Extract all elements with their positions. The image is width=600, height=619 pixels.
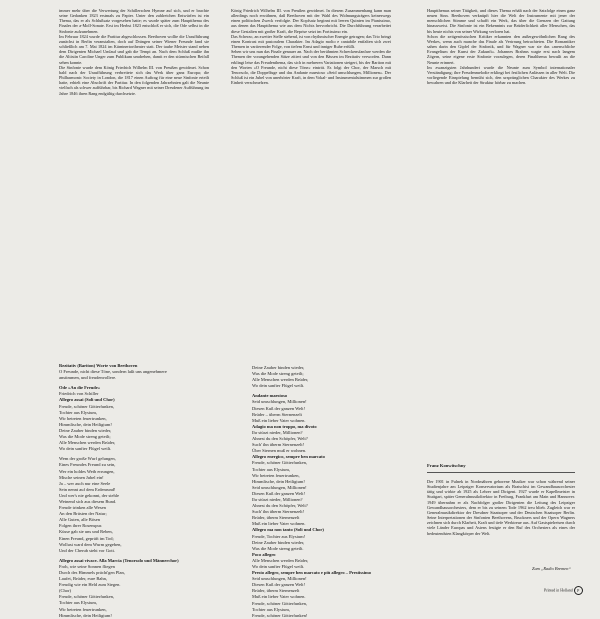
lyrics-line: Freude trinken alle Wesen (59, 505, 106, 511)
lyrics-line: Wo dein sanfter Flügel weilt. (252, 383, 305, 389)
article-paragraph: Das Scherzo, an zweiter Stelle stehend, ist von rhythmischer Energie getragen; das Trio bringt einen Kontrast mit pastoralem Charakter. Im Adagio molto e cantabile entfalten sich zwei Themen in variierender Folge, von tiefem Ernst und inniger Ruhe erfüllt. (231, 33, 391, 50)
lyrics-line: Muß ein lieber Vater wohnen. (252, 521, 306, 527)
article-column-1 (59, 8, 209, 253)
bio-text-column (427, 479, 575, 565)
lyrics-line: Wir betreten feuertrunken, (59, 606, 107, 612)
lyrics-line: Ja – wer auch nur eine Seele (59, 480, 111, 486)
lyrics-line: Brüder, überm Sternenzelt (252, 515, 300, 521)
lyrics-line: Mische seinen Jubel ein! (59, 474, 104, 480)
lyrics-line: Muß ein lieber Vater wohnen. (252, 417, 306, 423)
lyrics-line: Durch des Himmels prächt'gen Plan, (59, 570, 125, 575)
lyrics-heading: Rezitativ (Bariton) Worte von Beethoven (59, 363, 138, 368)
lyrics-line: Wer ein holdes Weib errungen, (59, 468, 115, 474)
lyrics-line: An den Brüsten der Natur; (59, 511, 107, 517)
lyrics-line: Freude, schöner Götterfunken, (252, 460, 307, 466)
lyrics-line: Diesen Kuß der ganzen Welt! (252, 405, 306, 411)
lyrics-line: Über Sternen muß er wohnen. (252, 448, 307, 454)
footer (544, 586, 583, 595)
lyrics-line: Tochter aus Elysium, (252, 466, 291, 472)
lyrics-line: O Freunde, nicht diese Töne, sondern laßt uns angenehmere (59, 369, 167, 375)
lyrics-line: Weinend sich aus diesem Bund. (59, 498, 117, 504)
lyrics-line: Seid umschlungen, Millionen! (252, 399, 307, 405)
lyrics-line: Freudig wie ein Held zum Siegen. (59, 582, 121, 588)
lyrics-line: Was die Mode streng geteilt; (252, 371, 304, 377)
article-paragraph: Hauptthemas seiner Tätigkeit, und dieses Thema erhält nach der Satzfolge einen ganz neuen Sinn. Beethoven verknüpft hier die Welt der Instrumente mit jener der menschlichen Stimme und schafft ein Werk, das über die Grenzen der Gattung hinausweist. Die Sinfonie ist ein Bekenntnis zur Brüderlichkeit aller Menschen, das bis heute nichts von seiner Wirkung verloren hat. (427, 8, 575, 34)
lyrics-line: Muß ein lieber Vater wohnen. (252, 594, 306, 600)
lyrics-line: anstimmen, und freudenvollere. (59, 375, 117, 381)
lyrics-line: Seid umschlungen, Millionen! (252, 576, 307, 582)
lyrics-line: (Chor) (59, 588, 71, 594)
lyrics-line: Sein nennt auf dem Erdenrund! (59, 486, 116, 492)
article-paragraph: König Friedrich Wilhelm III. von Preußen gewidmet. In diesem Zusammenhang kann man allerdings noch erwähnen, daß Beethoven mit der Wahl des Widmungsträgers keineswegs einen politischen Zweck verfolgte. Der Kopfsatz beginnt mit leeren Quinten im Pianissimo, aus denen das Hauptthema wie aus dem Nichts hervorbricht. Die Durchführung verarbeitet diese Gestalten mit großer Kraft, die Reprise setzt im Fortissimo ein. (231, 8, 391, 34)
lyrics-heading: Andante maestoso (252, 393, 288, 399)
bio-signature: Zum „Radio Bremen“ (532, 566, 571, 571)
lyrics-line: Alle Menschen werden Brüder, (252, 557, 309, 563)
lyrics-line: Friedrich von Schiller (59, 391, 99, 397)
lyrics-line: Brüder – überm Sternenzelt (252, 411, 302, 417)
lyrics-line: Wo dein sanfter Flügel weilt. (59, 446, 112, 452)
lyrics-column-left (59, 363, 209, 618)
article-paragraph: Sehen wir uns nun das Finale genauer an. Nach der berühmten Schreckensfanfare werden die Themen der vorangehenden Sätze zitiert und von den Bässen im Rezitativ verworfen. Dann erklingt leise das Freudenthema, das sich in mehreren Variationen steigert, bis der Bariton mit den Worten »O Freunde, nicht diese Töne« eintritt. Es folgt der Chor, der Marsch mit Tenorsolo, die Doppelfuge und das Andante maestoso »Seid umschlungen, Millionen«. Der Schluß ist ein Jubel von unerhörter Kraft, in dem Vokal- und Instrumentalstimmen zur großen Einheit verschmelzen. (231, 49, 391, 86)
lyrics-column-right (252, 365, 392, 618)
lyrics-line: Freude, schöner Götterfunken, (252, 600, 307, 606)
article-column-2 (231, 8, 391, 298)
lyrics-line: Wir betreten feuertrunken, (59, 415, 107, 421)
article-paragraph: Im Februar 1824 wurde die Partitur abgeschlossen. Beethoven wollte die Uraufführung zunächst in Berlin veranstalten, doch auf Drängen seiner Wiener Freunde fand sie schließlich am 7. Mai 1824 im Kärntnertortheater statt. Der taube Meister stand neben dem Dirigenten Michael Umlauf und gab die Tempi an. Nach dem Schluß mußte ihn die Altistin Caroline Unger zum Publikum umdrehen, damit er den stürmischen Beifall sehen konnte. (59, 33, 209, 65)
lyrics-heading: Presto allegro, sempre ben marcato e più allegro – Prestissimo (252, 570, 371, 576)
lyrics-heading: Ode »An die Freude« (59, 385, 101, 391)
lyrics-heading: Allegro assai vivace. Alla Marcia (Tenorsolo und Männerchor) (59, 557, 179, 563)
lyrics-line: Küsse gab sie uns und Reben, (59, 529, 113, 535)
lyrics-line: Tochter aus Elysium, (59, 600, 98, 606)
lyrics-heading: Adagio ma non troppo, ma divoto (252, 423, 317, 429)
lyrics-line: Was die Mode streng geteilt. (252, 545, 304, 551)
lyrics-line: Tochter aus Elysium, (59, 409, 98, 415)
lyrics-line: Freude, schöner Götterfunken, (59, 594, 114, 600)
article-paragraph: Im zwanzigsten Jahrhundert wurde die Neunte zum Symbol internationaler Verständigung; ihre Freudenmelodie erklingt bei festlichen Anlässen in aller Welt. Die vorliegende Einspielung bemüht sich, den ursprünglichen Charakter des Werkes zu bewahren und die Klarheit der Struktur hörbar zu machen. (427, 64, 575, 86)
lyrics-heading: Allegro assai (Soli und Chor) (59, 397, 115, 403)
lyrics-line: Such' ihn überm Sternenzelt! (252, 509, 305, 515)
lyrics-line: Tochter aus Elysium, (252, 606, 291, 612)
bio-title: Franz Konwitschny (427, 463, 466, 468)
lyrics-line: Ahnest du den Schöpfer, Welt? (252, 436, 308, 442)
lyrics-line: Was die Mode streng geteilt; (59, 434, 111, 440)
lyrics-line: Alle Menschen werden Brüder, (252, 377, 309, 383)
lyrics-line: Alle Guten, alle Bösen (59, 517, 100, 523)
lyrics-line: Seid umschlungen, Millionen! (252, 484, 307, 490)
lyrics-line: Wollust ward dem Wurm gegeben, (59, 541, 122, 547)
lyrics-line: Wir betreten feuertrunken, (252, 472, 300, 478)
lyrics-line: Laufet, Brüder, eure Bahn, (59, 576, 108, 582)
lyrics-line: Himmlische, dein Heiligtum! (59, 421, 112, 427)
lyrics-line: Deine Zauber binden wieder, (252, 539, 305, 545)
lyrics-heading: Allegro ma non tanto (Soli und Chor) (252, 527, 324, 533)
lyrics-line: Und wer's nie gekonnt, der stehle (59, 492, 120, 498)
lyrics-line: Und der Cherub steht vor Gott. (59, 547, 115, 553)
article-paragraph: Die Sinfonie wurde dem König Friedrich Wilhelm III. von Preußen gewidmet. Schon bald nach der Uraufführung verbreitete sich das Werk über ganz Europa; die Philharmonic Society in London, die 1817 einen Auftrag für eine neue Sinfonie erteilt hatte, erhielt eine Abschrift der Partitur. In den folgenden Jahrzehnten galt die Neunte vielfach als schwer aufführbar, bis Richard Wagner mit seiner Dresdener Aufführung im Jahre 1846 ihren Rang endgültig durchsetzte. (59, 64, 209, 96)
article-paragraph: Schon die zeitgenössischen Kritiker erkannten den außergewöhnlichen Rang des Werkes, wenn auch manche das Finale als Verirrung betrachteten. Die Romantiker sahen darin den Gipfel der Sinfonik, und für Wagner war sie das »menschliche Evangelium der Kunst der Zukunft«. Johannes Brahms wagte erst nach langem Zögern, seine eigene erste Sinfonie vorzulegen, deren Finalthema bewußt an die Neunte erinnert. (427, 33, 575, 65)
lyrics-heading: Allegro energico, sempre ben marcato (252, 454, 325, 460)
article-column-3 (427, 8, 575, 258)
lyrics-line: Such' ihn überm Sternenzelt! (252, 442, 305, 448)
lyrics-line: Himmlische, dein Heiligtum! (59, 612, 112, 618)
lyrics-line: Freude, Tochter aus Elysium! (252, 533, 306, 539)
lyrics-line: Folgen ihrer Rosenspur. (59, 523, 103, 529)
lyrics-line: Deine Zauber binden wieder, (59, 427, 112, 433)
lyrics-line: Deine Zauber binden wieder, (252, 365, 305, 370)
lyrics-line: Ihr stürzt nieder, Millionen? (252, 429, 303, 435)
lyrics-line: Alle Menschen werden Brüder, (59, 440, 116, 446)
article-paragraph: immer mehr über die Verwertung der Schillerschen Hymne auf sich, und er brachte seine Gedanken 1823 erstmals zu Papier. Unter den zahlreichen Entwürfen ist ein Thema, das er als Schlußsatz vorgesehen hatte; es wurde später zum Hauptthema des Finales der a-Moll-Sonate. Erst im Herbst 1823 entschloß er sich, die Ode selbst in die Sinfonie aufzunehmen. (59, 8, 209, 34)
lyrics-line: Froh, wie seine Sonnen fliegen (59, 563, 115, 569)
lyrics-line: Eines Freundes Freund zu sein, (59, 462, 116, 468)
lyrics-line: Wo dein sanfter Flügel weilt. (252, 564, 305, 569)
lyrics-line: Freude, schöner Götterfunken, (59, 403, 114, 409)
page-mark-icon: P (574, 586, 583, 595)
lyrics-line: Ihr stürzt nieder, Millionen? (252, 496, 303, 502)
lyrics-line: Einen Freund, geprüft im Tod; (59, 535, 114, 541)
lyrics-line: Brüder, überm Sternenzelt (252, 588, 300, 594)
lyrics-line: Diesen Kuß der ganzen Welt! (252, 490, 306, 496)
lyrics-line: Himmlische, dein Heiligtum! (252, 478, 305, 484)
lyrics-heading: Poco allegro (252, 551, 276, 557)
section-divider (427, 472, 575, 473)
lyrics-line: Ahnest du den Schöpfer, Welt? (252, 503, 308, 509)
lyrics-line: Diesen Kuß der ganzen Welt! (252, 582, 306, 588)
lyrics-line: Freude, schöner Götterfunken! (252, 612, 308, 618)
bio-paragraph: Der 1901 in Fulnek in Nordmähren geborene Musiker war schon während seiner Studienjahre am Leipziger Konservatorium als Bratschist im Gewandhausorchester tätig und wirkte ab 1925 als Lehrer und Dirigent. 1927 wurde er Kapellmeister in Stuttgart, später Generalmusikdirektor in Freiburg, Frankfurt am Main und Hannover. 1949 übernahm er als Nachfolger großer Dirigenten die Leitung des Leipziger Gewandhausorchesters, dem er bis zu seinem Tode 1962 treu blieb. Zugleich war er Generalmusikdirektor der Dresdner Staatsoper und der Deutschen Staatsoper Berlin. Seine Interpretationen der Sinfonien Beethovens, Bruckners und der Opern Wagners zeichnen sich durch Klarheit, Kraft und tiefe Werktreue aus. Auf Gastspielreisen durch viele Länder Europas und Asiens festigte er den Ruf des Orchesters als eines der bedeutendsten Klangkörper der Welt. (427, 479, 575, 536)
footer-printed-in: Printed in Holland (544, 588, 573, 593)
lyrics-line: Wem der große Wurf gelungen, (59, 456, 116, 462)
